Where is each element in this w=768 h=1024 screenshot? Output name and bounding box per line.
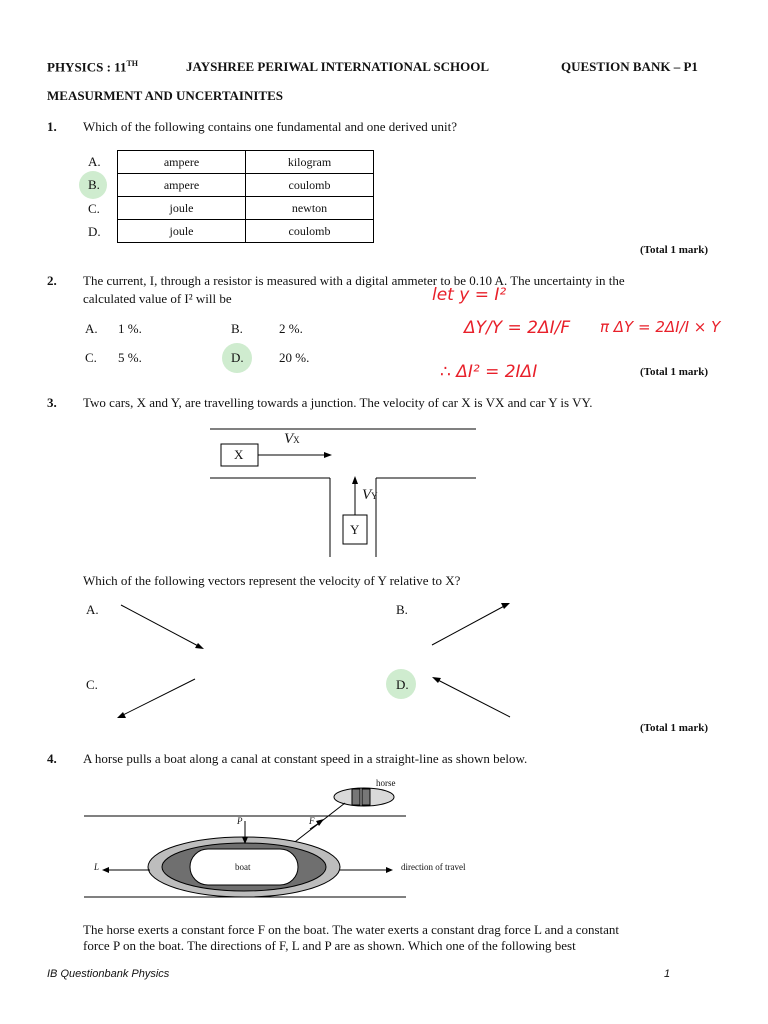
page-number: 1	[664, 968, 671, 980]
q3-option-c: C.	[86, 677, 98, 692]
l-label: L	[94, 862, 100, 872]
table-cell: joule	[118, 220, 246, 243]
arrow-c-head	[117, 712, 126, 718]
q3-total: (Total 1 mark)	[640, 722, 709, 734]
q2-option-b: 2 %.	[279, 321, 303, 336]
q1-text: Which of the following contains one fundamental and one derived unit?	[83, 119, 457, 134]
car-y-label: Y	[350, 522, 360, 537]
handwriting-line1: let y = I²	[432, 285, 507, 305]
q2-letter-d: D.	[231, 350, 244, 365]
q3-number: 3.	[47, 395, 57, 410]
q2-number: 2.	[47, 273, 57, 288]
table-cell: coulomb	[246, 174, 374, 197]
q2-letter-c: C.	[85, 350, 97, 365]
q2-text-line1: The current, I, through a resistor is measured with a digital ammeter to be 0.10 A. The uncertainty in the	[83, 273, 625, 288]
q2-letter-b: B.	[231, 321, 243, 336]
canal-diagram	[80, 775, 520, 910]
table-row	[118, 151, 374, 174]
table-cell: newton	[246, 197, 374, 220]
vector-options	[110, 595, 530, 725]
q2-option-c: 5 %.	[118, 350, 142, 365]
p-label: P	[237, 816, 243, 826]
q1-letter-a: A.	[88, 154, 101, 169]
junction-diagram	[200, 420, 500, 565]
q3-option-a: A.	[86, 602, 99, 617]
q1-total: (Total 1 mark)	[640, 244, 709, 256]
handwriting-line2a: ΔY/Y = 2ΔI/F	[464, 318, 571, 338]
q2-option-a: 1 %.	[118, 321, 142, 336]
direction-label: direction of travel	[401, 862, 466, 872]
arrow-a-head	[195, 643, 204, 649]
q1-options-table	[117, 150, 374, 243]
arrow-b-head	[501, 603, 510, 609]
q4-text-line2a: The horse exerts a constant force F on the boat. The water exerts a constant drag force L and a constant	[83, 922, 620, 937]
vx-label: VX	[284, 431, 300, 447]
q3-option-d: D.	[396, 677, 409, 692]
table-cell: ampere	[118, 151, 246, 174]
q1-letter-c: C.	[88, 201, 100, 216]
table-cell: joule	[118, 197, 246, 220]
arrow-d-head	[432, 677, 441, 683]
f-label: F	[309, 816, 315, 826]
q1-number: 1.	[47, 119, 57, 134]
handwriting-line2b: π ΔY = 2ΔI/I × Y	[600, 318, 721, 336]
table-cell: kilogram	[246, 151, 374, 174]
footer-source: IB Questionbank Physics	[47, 968, 170, 980]
header-subject: PHYSICS : 11TH	[47, 59, 139, 75]
table-cell: ampere	[118, 174, 246, 197]
q3-option-b: B.	[396, 602, 408, 617]
boat-label: boat	[235, 862, 251, 872]
table-row	[118, 174, 374, 197]
q4-text: A horse pulls a boat along a canal at constant speed in a straight-line as shown below.	[83, 751, 528, 766]
vy-label: VY	[362, 487, 378, 503]
q3-question: Which of the following vectors represent the velocity of Y relative to X?	[83, 573, 461, 588]
table-row	[118, 197, 374, 220]
table-row	[118, 220, 374, 243]
q2-text-line2: calculated value of I² will be	[83, 291, 232, 306]
q1-letter-b: B.	[88, 177, 100, 192]
q2-option-d: 20 %.	[279, 350, 310, 365]
header-bank: QUESTION BANK – P1	[561, 59, 698, 74]
q2-letter-a: A.	[85, 321, 98, 336]
horse-label: horse	[376, 778, 396, 788]
topic-title: MEASURMENT AND UNCERTAINITES	[47, 88, 283, 103]
q1-letter-d: D.	[88, 224, 101, 239]
car-x-label: X	[234, 447, 244, 462]
q4-text-line2b: force P on the boat. The directions of F, L and P are as shown. Which one of the following best	[83, 938, 576, 953]
q2-total: (Total 1 mark)	[640, 366, 709, 378]
header-school: JAYSHREE PERIWAL INTERNATIONAL SCHOOL	[186, 59, 490, 74]
handwriting-line3: ∴ ΔI² = 2IΔI	[440, 362, 538, 382]
table-cell: coulomb	[246, 220, 374, 243]
q3-text: Two cars, X and Y, are travelling towards a junction. The velocity of car X is VX and car Y is VY.	[83, 395, 593, 410]
q4-number: 4.	[47, 751, 57, 766]
